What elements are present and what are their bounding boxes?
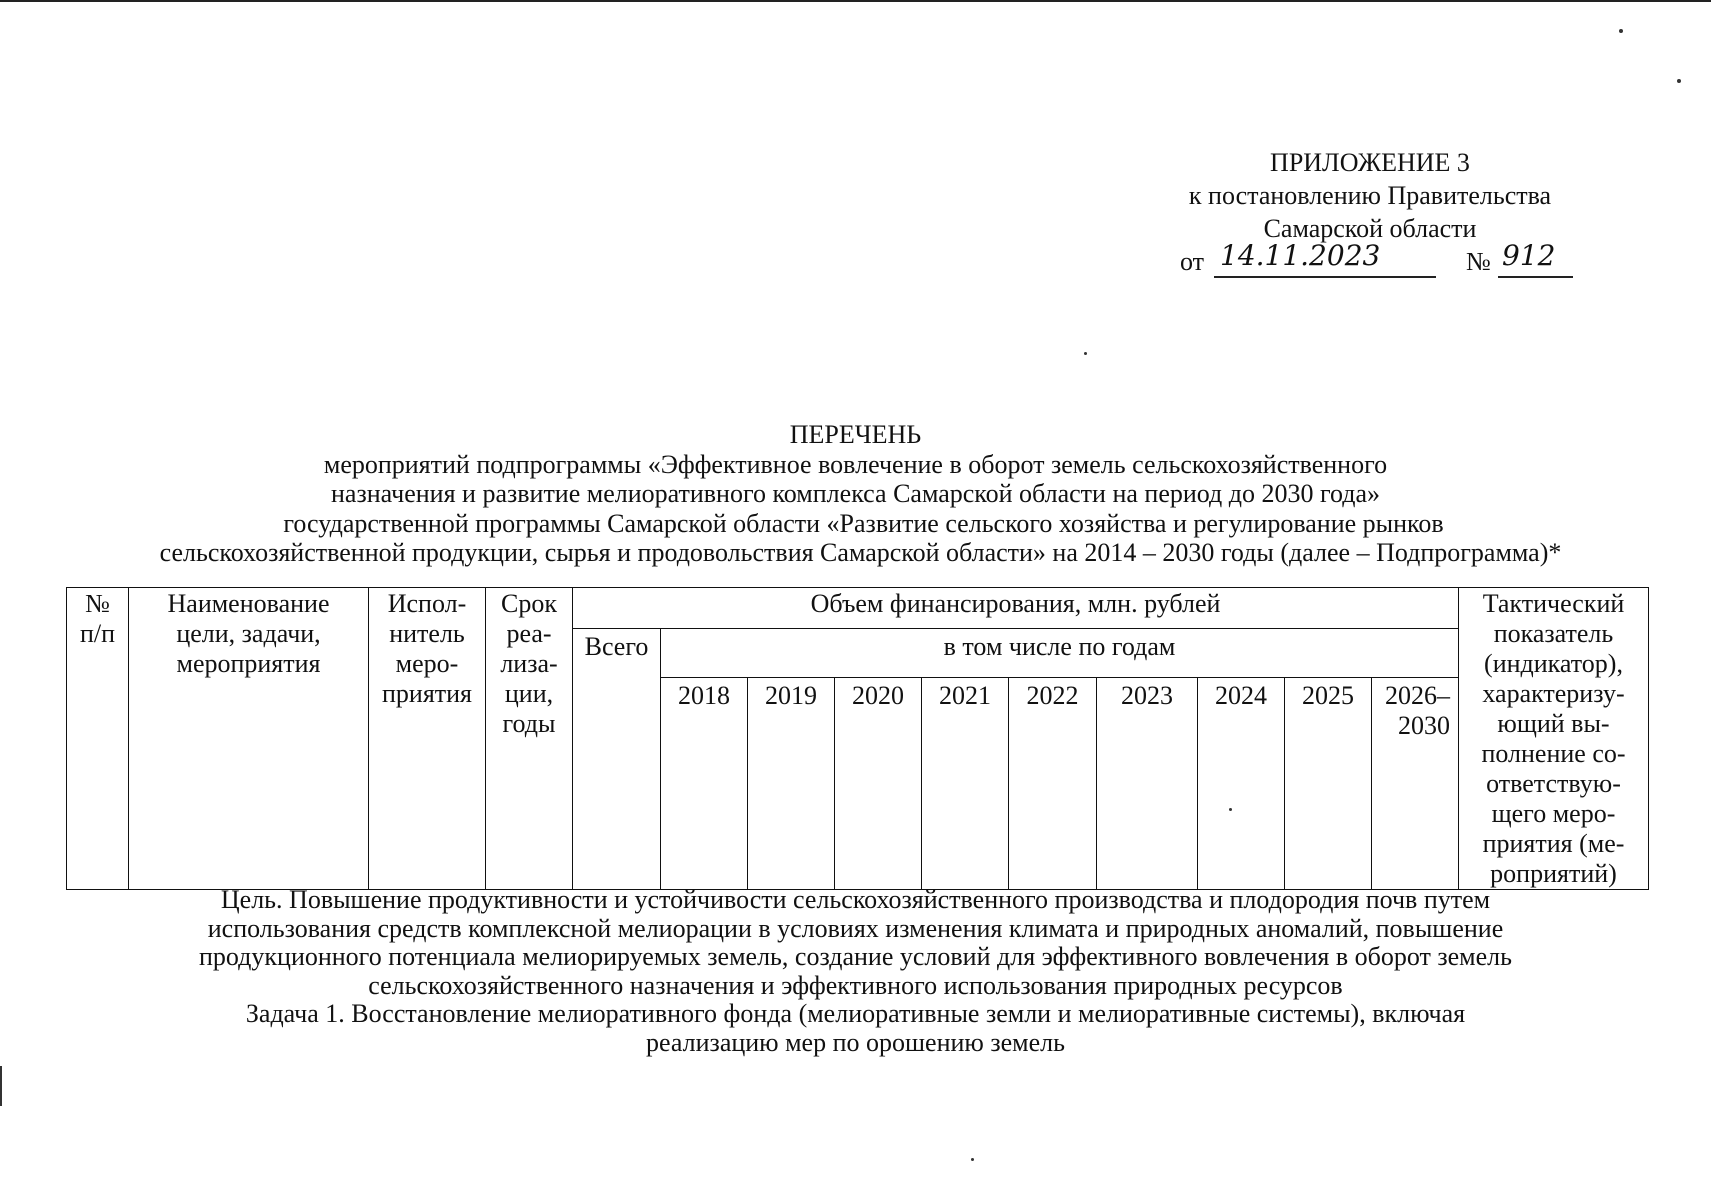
scan-speck: [1677, 79, 1681, 83]
goal-line: использования средств комплексной мелиорации в условиях изменения климата и природных аномалий, повышение: [207, 913, 1504, 943]
goal-and-task-block: [0, 886, 1711, 1057]
scan-speck: [1084, 352, 1087, 355]
header-year: 2023: [1097, 678, 1198, 890]
scan-speck: [971, 1158, 974, 1161]
appendix-header: [1150, 146, 1590, 278]
date-label: от: [1180, 247, 1205, 276]
number-label: №: [1466, 247, 1491, 276]
number-handwritten: 912: [1502, 239, 1556, 272]
header-total: Всего: [573, 629, 661, 890]
document-heading: ПЕРЕЧЕНЬ: [789, 420, 922, 449]
header-year: 2025: [1285, 678, 1372, 890]
goal-line: сельскохозяйственного назначения и эффективного использования природных ресурсов: [368, 970, 1343, 1000]
document-title-block: [0, 420, 1711, 568]
task-line: Задача 1. Восстановление мелиоративного фонда (мелиоративные земли и мелиоративные системы), включая: [245, 999, 1466, 1028]
document-subtitle-line: государственной программы Самарской области «Развитие сельского хозяйства и регулирование рынков: [283, 508, 1444, 538]
scan-edge-mark: [0, 1066, 2, 1106]
task-line: реализацию мер по орошению земель: [646, 1027, 1065, 1057]
appendix-line-resolution: к постановлению Правительства: [1188, 181, 1552, 210]
document-subtitle-line: сельскохозяйственной продукции, сырья и продовольствия Самарской области» на 2014 – 2030 годы (далее – Подпрограмма)*: [159, 538, 1562, 567]
date-handwritten: 14.11.2023: [1220, 239, 1381, 272]
header-year: 2021: [922, 678, 1009, 890]
header-indicator: Тактический показатель (индикатор), характеризу- ющий вы- полнение со- ответствую- щего меро- приятия (ме- роприятий): [1459, 588, 1649, 890]
header-term: Срок реа- лиза- ции, годы: [486, 588, 573, 890]
document-subtitle-line: назначения и развитие мелиоративного комплекса Самарской области на период до 2030 года»: [330, 479, 1381, 508]
header-funding: Объем финансирования, млн. рублей: [573, 588, 1459, 629]
appendix-date-number-row: [1150, 239, 1590, 278]
measures-table: [66, 587, 1649, 890]
header-executor: Испол- нитель меро- приятия: [369, 588, 486, 890]
date-underline: [1214, 276, 1436, 278]
header-year: 2020: [835, 678, 922, 890]
appendix-title: ПРИЛОЖЕНИЕ 3: [1270, 148, 1470, 177]
header-year: 2026– 2030: [1372, 678, 1459, 890]
page-top-edge: [0, 0, 1711, 2]
header-year: 2022: [1009, 678, 1097, 890]
header-name: Наименование цели, задачи, мероприятия: [129, 588, 369, 890]
header-year: 2024: [1198, 678, 1285, 890]
scan-speck: [1229, 808, 1232, 811]
number-underline: [1498, 276, 1573, 278]
goal-line: Цель. Повышение продуктивности и устойчивости сельскохозяйственного производства и плодородия почв путем: [220, 885, 1491, 914]
header-by-years: в том числе по годам: [661, 629, 1459, 678]
appendix-line-region: Самарской области: [1263, 214, 1477, 243]
header-number: № п/п: [67, 588, 129, 890]
header-year: 2019: [748, 678, 835, 890]
scan-speck: [1619, 29, 1623, 33]
goal-line: продукционного потенциала мелиорируемых земель, создание условий для эффективного вовлечения в оборот земель: [199, 942, 1512, 971]
header-year: 2018: [661, 678, 748, 890]
document-subtitle-line: мероприятий подпрограммы «Эффективное вовлечение в оборот земель сельскохозяйственного: [323, 449, 1388, 479]
